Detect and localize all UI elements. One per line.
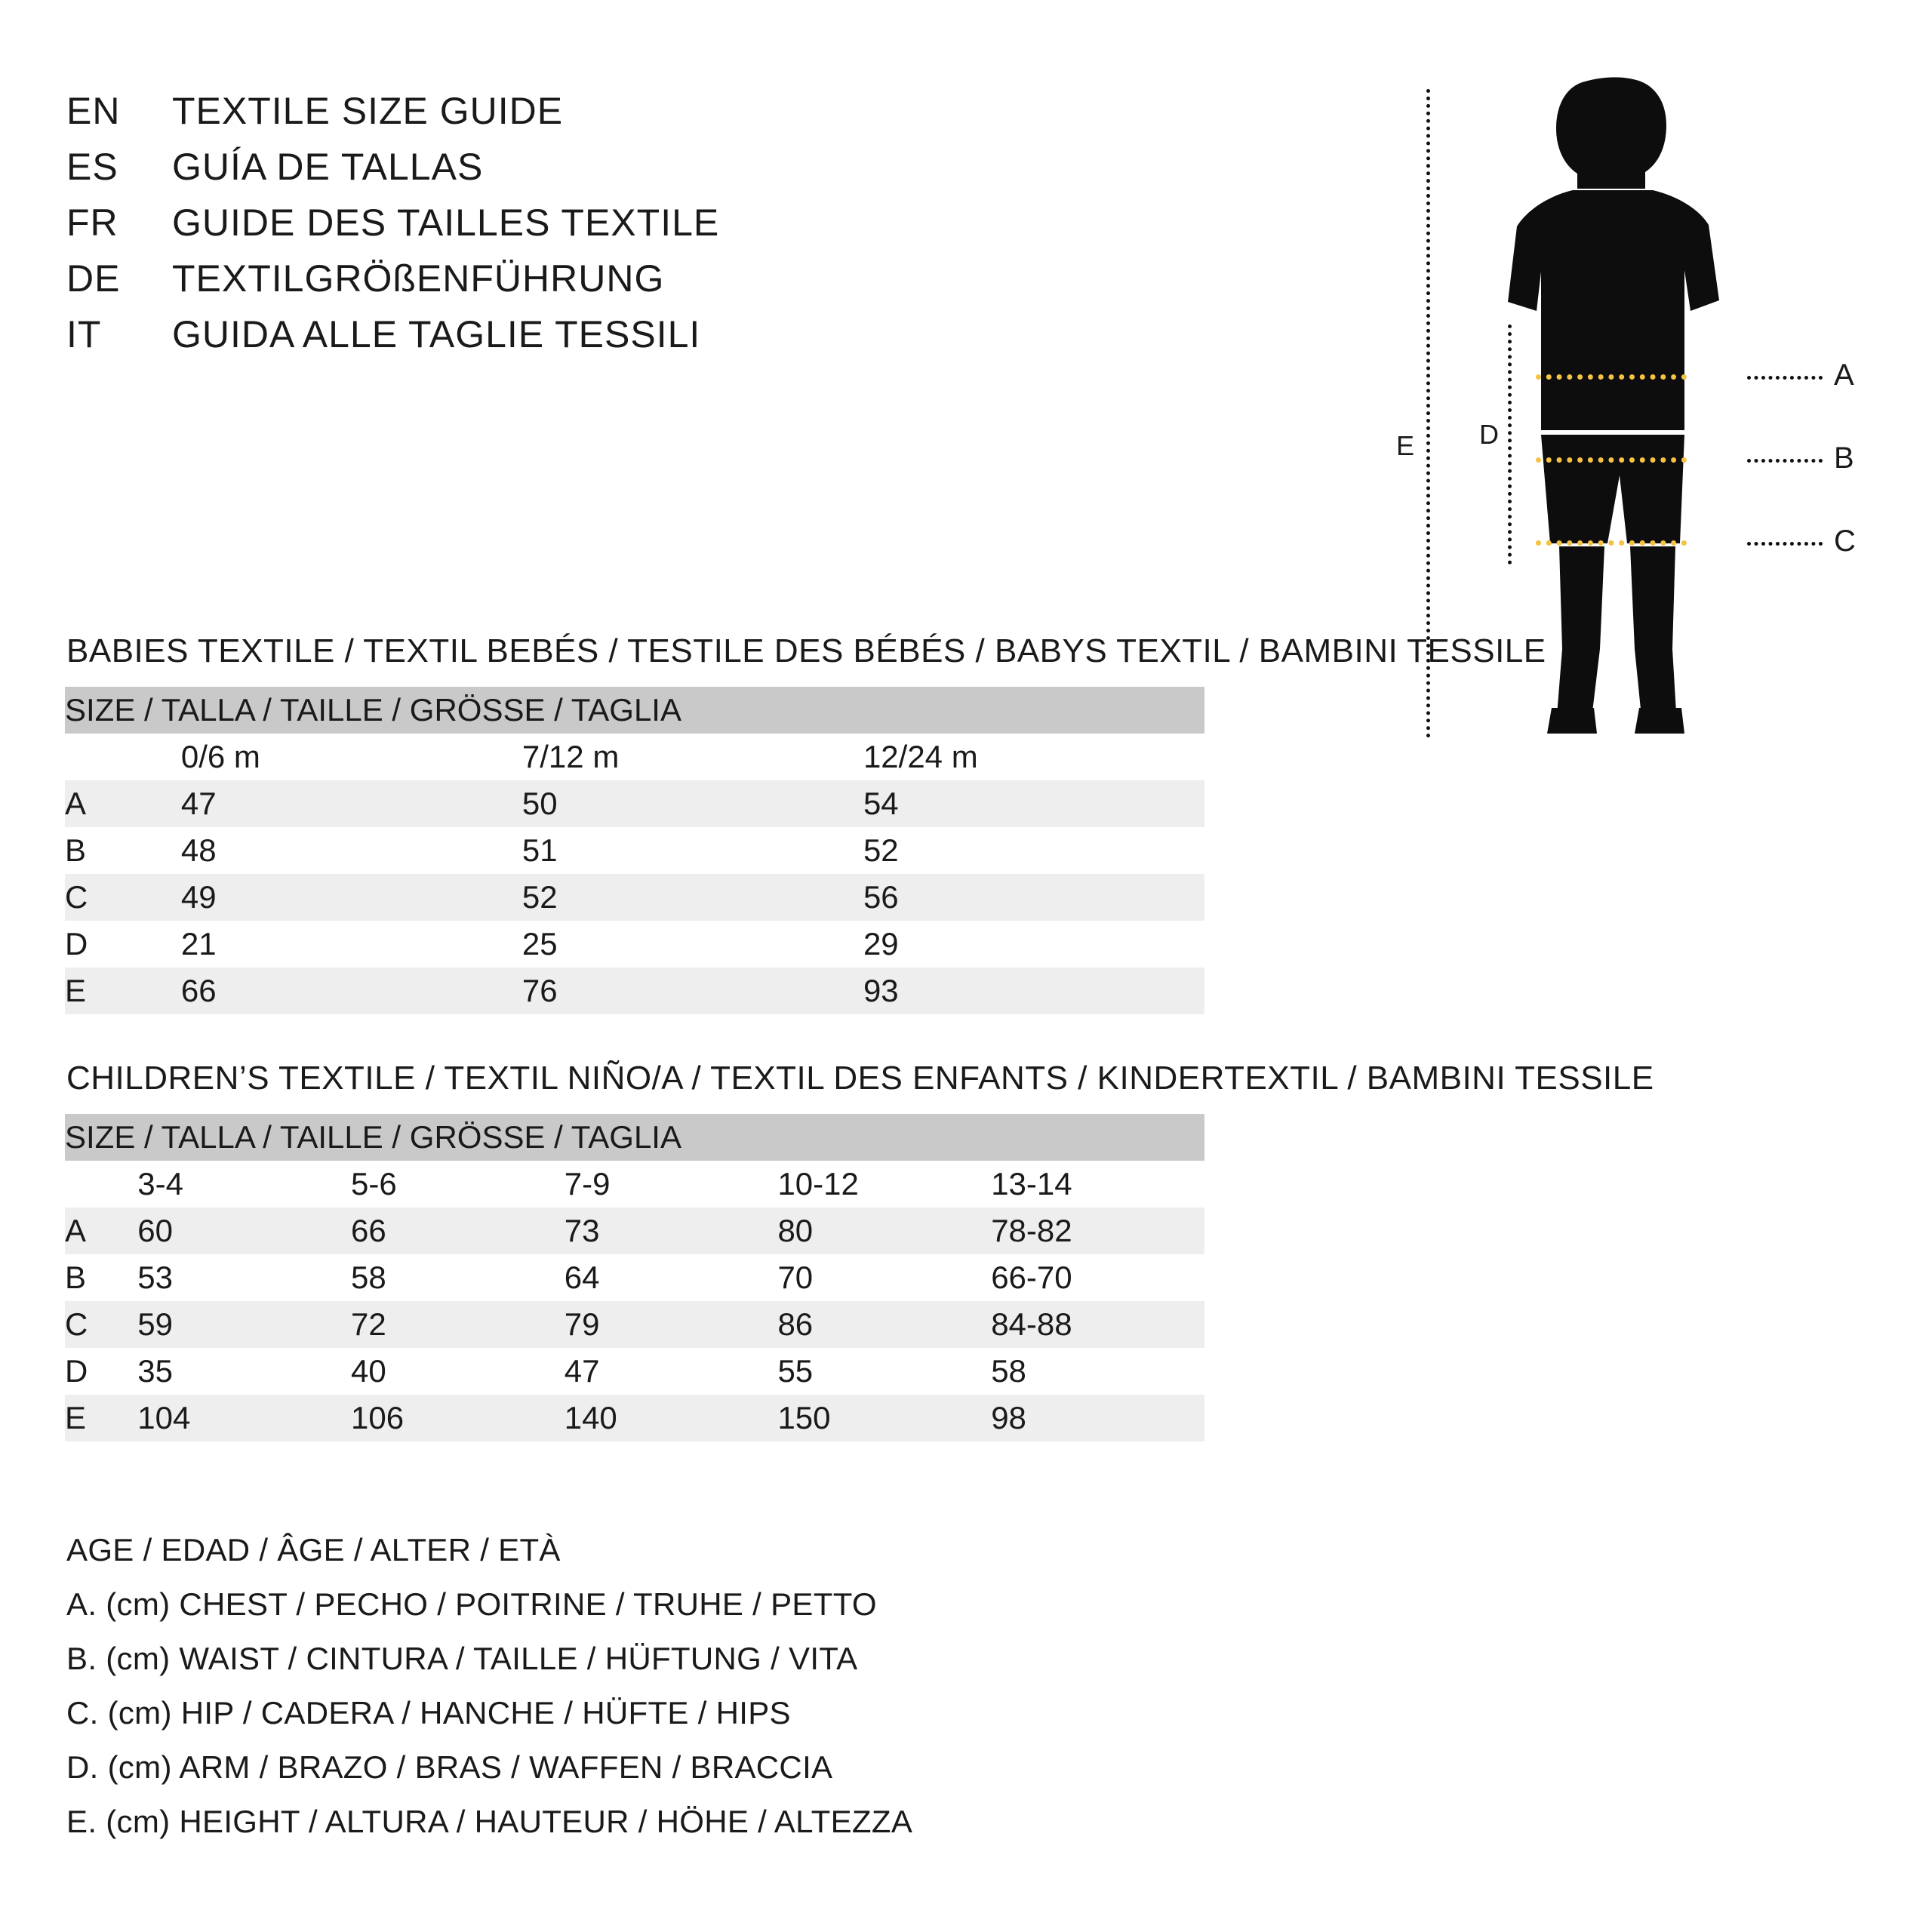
cell-value: 54 bbox=[863, 780, 1204, 827]
figure-label-c: C bbox=[1834, 525, 1856, 558]
language-title: TEXTILGRÖßENFÜHRUNG bbox=[172, 257, 665, 300]
legend-row-age: AGE / EDAD / ÂGE / ALTER / ETÀ bbox=[66, 1532, 561, 1567]
babies-section-title: BABIES TEXTILE / TEXTIL BEBÉS / TESTILE DES BÉBÉS / BABYS TEXTIL / BAMBINI TESSILE bbox=[66, 632, 1546, 669]
cell-value: 52 bbox=[863, 832, 899, 868]
cell-value: 49 bbox=[181, 874, 522, 921]
column-header: 7/12 m bbox=[522, 734, 863, 780]
cell-value: 58 bbox=[350, 1260, 386, 1295]
cell-value: 79 bbox=[565, 1301, 778, 1348]
table-column-row bbox=[65, 734, 1204, 780]
language-row-de bbox=[66, 257, 719, 312]
cell-value: 53 bbox=[137, 1260, 173, 1295]
corner-cell bbox=[65, 734, 181, 780]
cell-value: 84-88 bbox=[991, 1301, 1204, 1348]
waist-measure-bar bbox=[1536, 457, 1687, 463]
cell-value: 78-82 bbox=[991, 1208, 1204, 1254]
language-title: GUÍA DE TALLAS bbox=[172, 146, 484, 188]
language-row-en bbox=[66, 89, 719, 145]
legend-row-chest: A. (cm) CHEST / PECHO / POITRINE / TRUHE / PETTO bbox=[66, 1586, 877, 1622]
cell-value: 40 bbox=[350, 1353, 386, 1389]
children-section-title: CHILDREN’S TEXTILE / TEXTIL NIÑO/A / TEXTIL DES ENFANTS / KINDERTEXTIL / BAMBINI TESSILE bbox=[66, 1060, 1654, 1097]
cell-value: 76 bbox=[522, 968, 863, 1014]
language-code: DE bbox=[66, 257, 121, 300]
cell-value: 59 bbox=[137, 1301, 351, 1348]
table-row bbox=[65, 1348, 1204, 1395]
legend-row-arm: D. (cm) ARM / BRAZO / BRAS / WAFFEN / BRACCIA bbox=[66, 1749, 833, 1785]
language-code: ES bbox=[66, 146, 118, 188]
hip-leader-line bbox=[1747, 542, 1823, 546]
row-label: D bbox=[65, 926, 88, 961]
cell-value: 73 bbox=[565, 1208, 778, 1254]
column-header: 12/24 m bbox=[863, 734, 1204, 780]
cell-value: 25 bbox=[521, 926, 558, 961]
table-row bbox=[65, 874, 1204, 921]
babies-size-header: SIZE / TALLA / TAILLE / GRÖSSE / TAGLIA bbox=[65, 687, 1204, 734]
language-row-es bbox=[66, 145, 719, 201]
table-row bbox=[65, 780, 1204, 827]
table-row bbox=[65, 1208, 1204, 1254]
column-header: 7-9 bbox=[565, 1161, 778, 1208]
row-label: D bbox=[65, 1353, 88, 1389]
table-header-row bbox=[65, 687, 1204, 734]
legend-row-waist: B. (cm) WAIST / CINTURA / TAILLE / HÜFTUNG / VITA bbox=[66, 1641, 858, 1676]
cell-value: 98 bbox=[991, 1395, 1204, 1441]
row-label: C bbox=[65, 1301, 137, 1348]
column-header: 3-4 bbox=[137, 1161, 351, 1208]
table-header-row bbox=[65, 1114, 1204, 1161]
cell-value: 29 bbox=[863, 926, 899, 961]
language-code: EN bbox=[66, 90, 121, 132]
cell-value: 48 bbox=[180, 832, 217, 868]
cell-value: 60 bbox=[137, 1208, 351, 1254]
cell-value: 140 bbox=[565, 1395, 778, 1441]
cell-value: 66 bbox=[181, 968, 522, 1014]
legend-row-hip: C. (cm) HIP / CADERA / HANCHE / HÜFTE / HIPS bbox=[66, 1695, 791, 1730]
language-title: TEXTILE SIZE GUIDE bbox=[172, 90, 564, 132]
language-code: FR bbox=[66, 202, 118, 244]
table-row bbox=[65, 1395, 1204, 1441]
cell-value: 70 bbox=[777, 1260, 814, 1295]
table-row bbox=[65, 1301, 1204, 1348]
cell-value: 21 bbox=[180, 926, 217, 961]
table-row bbox=[65, 968, 1204, 1014]
language-header-block bbox=[66, 89, 719, 368]
language-code: IT bbox=[66, 313, 102, 355]
column-header: 5-6 bbox=[351, 1161, 565, 1208]
cell-value: 150 bbox=[777, 1395, 991, 1441]
row-label: A bbox=[65, 1208, 137, 1254]
row-label: E bbox=[65, 968, 181, 1014]
measurement-legend bbox=[66, 1532, 912, 1858]
cell-value: 66 bbox=[351, 1208, 565, 1254]
figure-label-e: E bbox=[1396, 430, 1415, 461]
waist-leader-line bbox=[1747, 459, 1823, 463]
cell-value: 64 bbox=[564, 1260, 600, 1295]
row-label: C bbox=[65, 874, 181, 921]
language-row-fr bbox=[66, 201, 719, 257]
cell-value: 35 bbox=[137, 1353, 173, 1389]
cell-value: 50 bbox=[522, 780, 863, 827]
corner-cell bbox=[65, 1161, 137, 1208]
table-row bbox=[65, 827, 1204, 874]
column-header: 10-12 bbox=[777, 1161, 991, 1208]
children-size-table bbox=[65, 1114, 1204, 1441]
figure-label-b: B bbox=[1834, 441, 1854, 475]
row-label: B bbox=[65, 832, 87, 868]
cell-value: 55 bbox=[777, 1353, 814, 1389]
table-row bbox=[65, 921, 1204, 968]
cell-value: 47 bbox=[564, 1353, 600, 1389]
chest-leader-line bbox=[1747, 376, 1823, 380]
chest-measure-bar bbox=[1536, 374, 1687, 380]
row-label: B bbox=[65, 1260, 87, 1295]
cell-value: 47 bbox=[181, 780, 522, 827]
language-row-it bbox=[66, 312, 719, 368]
cell-value: 72 bbox=[351, 1301, 565, 1348]
cell-value: 51 bbox=[521, 832, 558, 868]
cell-value: 52 bbox=[522, 874, 863, 921]
cell-value: 80 bbox=[777, 1208, 991, 1254]
cell-value: 93 bbox=[863, 968, 1204, 1014]
hip-measure-bar bbox=[1536, 540, 1687, 546]
cell-value: 56 bbox=[863, 874, 1204, 921]
children-size-header: SIZE / TALLA / TAILLE / GRÖSSE / TAGLIA bbox=[65, 1114, 1204, 1161]
cell-value: 104 bbox=[137, 1395, 351, 1441]
cell-value: 58 bbox=[991, 1353, 1026, 1389]
table-row bbox=[65, 1254, 1204, 1301]
cell-value: 86 bbox=[777, 1301, 991, 1348]
column-header: 13-14 bbox=[991, 1161, 1204, 1208]
language-title: GUIDA ALLE TAGLIE TESSILI bbox=[172, 313, 701, 355]
column-header: 0/6 m bbox=[181, 734, 522, 780]
table-column-row bbox=[65, 1161, 1204, 1208]
row-label: E bbox=[65, 1395, 137, 1441]
row-label: A bbox=[65, 780, 181, 827]
language-title: GUIDE DES TAILLES TEXTILE bbox=[172, 202, 720, 244]
babies-size-table bbox=[65, 687, 1204, 1014]
figure-label-a: A bbox=[1834, 358, 1854, 392]
cell-value: 66-70 bbox=[991, 1260, 1072, 1295]
legend-row-height: E. (cm) HEIGHT / ALTURA / HAUTEUR / HÖHE / ALTEZZA bbox=[66, 1804, 913, 1839]
cell-value: 106 bbox=[351, 1395, 565, 1441]
figure-label-d: D bbox=[1479, 419, 1499, 450]
